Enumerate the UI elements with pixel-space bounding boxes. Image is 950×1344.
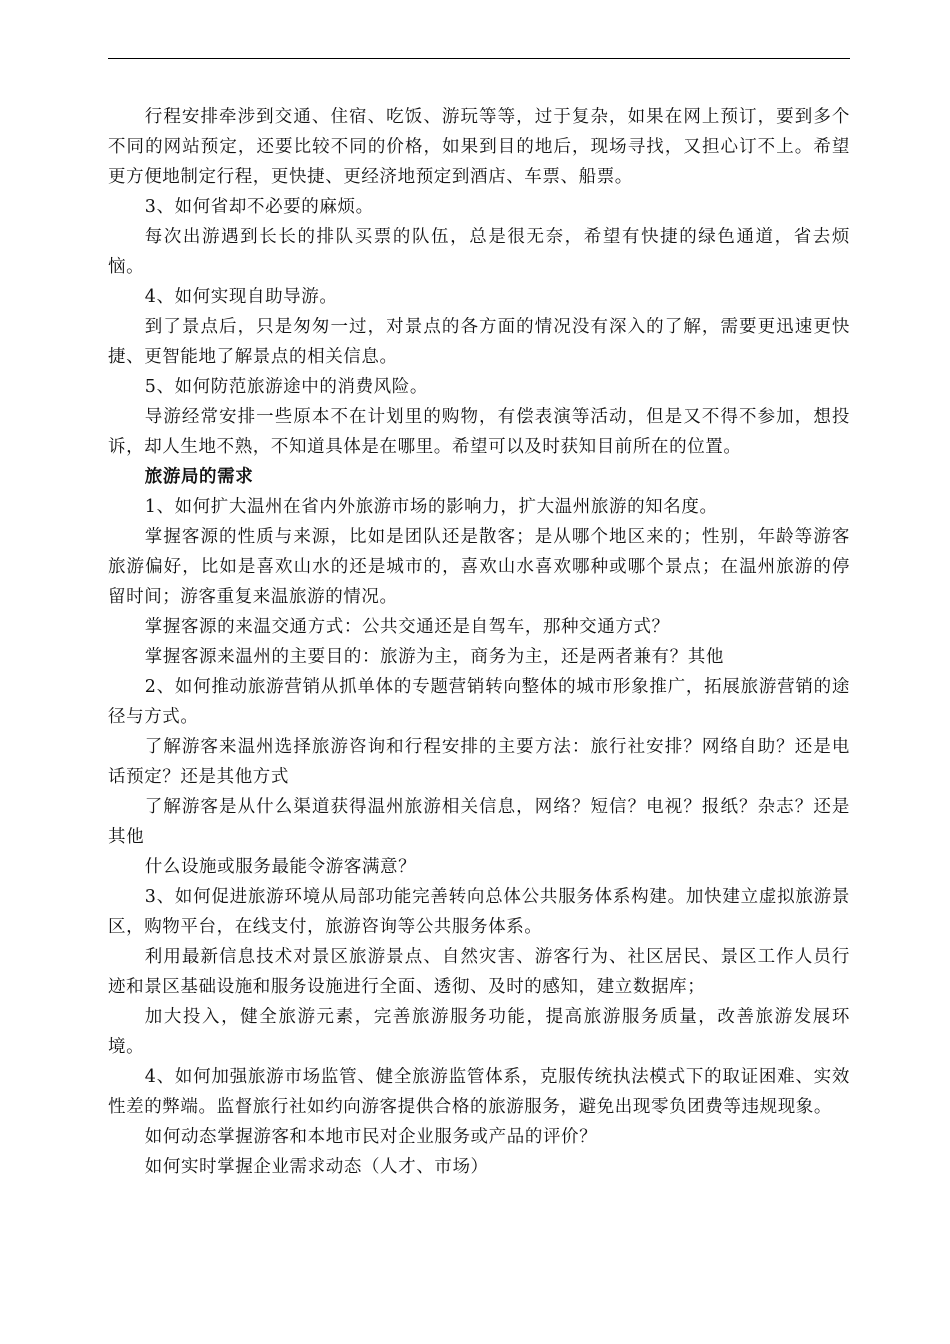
paragraph-satisfaction: 什么设施或服务最能令游客满意？ xyxy=(144,857,417,877)
bureau-item-2-heading: 2、如何推动旅游营销从抓单体的专题营销转向整体的城市形象推广，拓展旅游营销的途径与方式。 xyxy=(108,677,850,727)
paragraph-evaluation: 如何动态掌握游客和本地市民对企业服务或产品的评价？ xyxy=(144,1127,598,1147)
item-5-heading: 5、如何防范旅游途中的消费风险。 xyxy=(144,377,428,397)
paragraph-info-channel: 了解游客是从什么渠道获得温州旅游相关信息，网络？短信？电视？报纸？杂志？还是其他 xyxy=(108,797,850,847)
paragraph-transport-mode: 掌握客源的来温交通方式：公共交通还是自驾车，那种交通方式？ xyxy=(144,617,670,637)
paragraph-investment: 加大投入，健全旅游元素，完善旅游服务功能，提高旅游服务质量，改善旅游发展环境。 xyxy=(108,1007,850,1057)
paragraph-visitor-source: 掌握客源的性质与来源，比如是团队还是散客；是从哪个地区来的；性别，年龄等游客旅游偏好，比如是喜欢山水的还是城市的，喜欢山水喜欢哪种或哪个景点；在温州旅游的停留时间；游客重复来温旅游的情况。 xyxy=(108,527,850,607)
item-3-heading: 3、如何省却不必要的麻烦。 xyxy=(144,197,374,217)
paragraph-queue: 每次出游遇到长长的排队买票的队伍，总是很无奈，希望有快捷的绿色通道，省去烦恼。 xyxy=(108,227,850,277)
paragraph-visit-purpose: 掌握客源来温州的主要目的：旅游为主，商务为主，还是两者兼有？其他 xyxy=(144,647,724,667)
header-rule xyxy=(108,58,850,59)
bureau-item-3-heading: 3、如何促进旅游环境从局部功能完善转向总体公共服务体系构建。加快建立虚拟旅游景区，购物平台，在线支付，旅游咨询等公共服务体系。 xyxy=(108,887,850,937)
paragraph-itinerary: 行程安排牵涉到交通、住宿、吃饭、游玩等等，过于复杂，如果在网上预订，要到多个不同的网站预定，还要比较不同的价格，如果到目的地后，现场寻找，又担心订不上。希望更方便地制定行程，更快捷、更经济地预定到酒店、车票、船票。 xyxy=(108,107,850,187)
paragraph-self-guide: 到了景点后，只是匆匆一过，对景点的各方面的情况没有深入的了解，需要更迅速更快捷、更智能地了解景点的相关信息。 xyxy=(108,317,850,367)
document-body xyxy=(108,102,850,1182)
paragraph-booking-method: 了解游客来温州选择旅游咨询和行程安排的主要方法：旅行社安排？网络自助？还是电话预定？还是其他方式 xyxy=(108,737,850,787)
bureau-item-1-heading: 1、如何扩大温州在省内外旅游市场的影响力，扩大温州旅游的知名度。 xyxy=(144,497,718,517)
paragraph-consumption-risk: 导游经常安排一些原本不在计划里的购物，有偿表演等活动，但是又不得不参加，想投诉，却人生地不熟，不知道具体是在哪里。希望可以及时获知目前所在的位置。 xyxy=(108,407,850,457)
paragraph-enterprise-demand: 如何实时掌握企业需求动态（人才、市场） xyxy=(144,1157,489,1177)
bureau-item-4-heading: 4、如何加强旅游市场监管、健全旅游监管体系，克服传统执法模式下的取证困难、实效性差的弊端。监督旅行社如约向游客提供合格的旅游服务，避免出现零负团费等违规现象。 xyxy=(108,1067,850,1117)
item-4-heading: 4、如何实现自助导游。 xyxy=(144,287,338,307)
section-heading-tourism-bureau: 旅游局的需求 xyxy=(144,467,254,487)
paragraph-sensing: 利用最新信息技术对景区旅游景点、自然灾害、游客行为、社区居民、景区工作人员行迹和景区基础设施和服务设施进行全面、透彻、及时的感知，建立数据库； xyxy=(108,947,850,997)
